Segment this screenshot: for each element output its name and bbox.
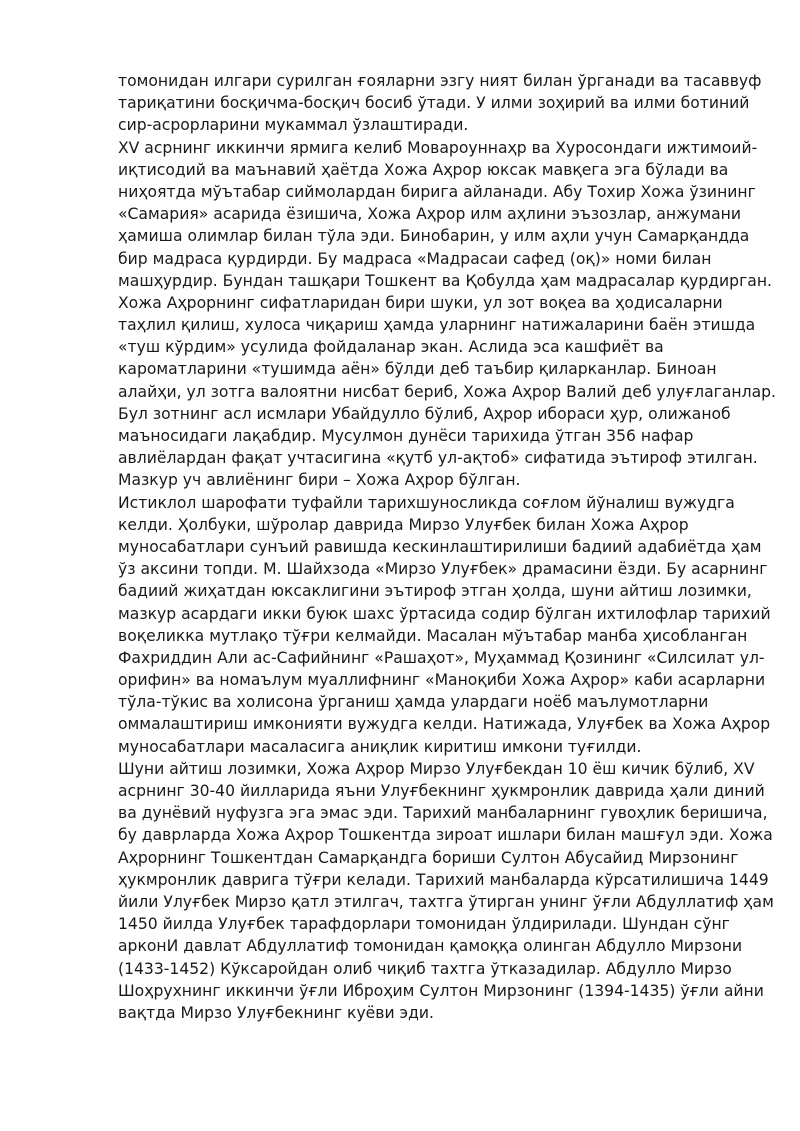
text-line: Шуни айтиш лозимки, Хожа Аҳрор Мирзо Улуғбекдан 10 ёш кичик бўлиб, XV bbox=[118, 759, 755, 778]
text-line: мазкур асардаги икки буюк шахс ўртасида содир бўлган ихтилофлар тарихий bbox=[118, 604, 771, 623]
text-line: Мазкур уч авлиёнинг бири – Хожа Аҳрор бўлган. bbox=[118, 471, 521, 490]
text-line: иқтисодий ва маънавий ҳаётда Хожа Аҳрор юксак мавқега эга бўлади ва bbox=[118, 160, 729, 179]
text-line: воқеликка мутлақо тўғри келмайди. Масалан мўътабар манба ҳисобланган bbox=[118, 626, 748, 645]
text-line: Шоҳрухнинг иккинчи ўғли Иброҳим Султон Мирзонинг (1394-1435) ўғли айни bbox=[118, 981, 764, 1000]
text-line: ҳамиша олимлар билан тўла эди. Бинобарин, у илм аҳли учун Самарқандда bbox=[118, 227, 750, 246]
text-line: 1450 йилда Улуғбек тарафдорлари томонидан ўлдирилади. Шундан сўнг bbox=[118, 915, 730, 934]
text-line: таҳлил қилиш, хулоса чиқариш ҳамда уларнинг натижаларини баён этишда bbox=[118, 316, 756, 335]
text-line: Бул зотнинг асл исмлари Убайдулло бўлиб, Аҳрор ибораси ҳур, олижаноб bbox=[118, 404, 731, 423]
text-line: сир-асрорларини мукаммал ўзлаштиради. bbox=[118, 116, 469, 135]
paragraph bbox=[118, 758, 774, 1024]
text-line: ниҳоятда мўътабар сиймолардан бирига айланади. Абу Тохир Хожа ўзининг bbox=[118, 182, 756, 201]
text-line: арконИ давлат Абдуллатиф томонидан қамоққа олинган Абдулло Мирзони bbox=[118, 937, 743, 956]
paragraph bbox=[118, 137, 776, 492]
text-line: бир мадраса қурдирди. Бу мадраса «Мадрасаи сафед (оқ)» номи билан bbox=[118, 249, 712, 268]
text-line: машҳурдир. Бундан ташқари Тошкент ва Қобулда ҳам мадрасалар қурдирган. bbox=[118, 271, 772, 290]
text-line: ҳукмронлик даврига тўғри келади. Тарихий манбаларда кўрсатилишича 1449 bbox=[118, 870, 769, 889]
text-line: тўла-тўкис ва холисона ўрганиш ҳамда улардаги ноёб маълумотларни bbox=[118, 693, 709, 712]
text-line: «Самария» асарида ёзишича, Хожа Аҳрор илм аҳлини эъзозлар, анжумани bbox=[118, 205, 742, 224]
text-line: алайҳи, ул зотга валоятни нисбат бериб, Хожа Аҳрор Валий деб улуғлаганлар. bbox=[118, 382, 776, 401]
text-line: муносабатлари масаласига аниқлик киритиш имкони туғилди. bbox=[118, 737, 642, 756]
document-page bbox=[118, 70, 776, 1024]
text-line: келди. Ҳолбуки, шўролар даврида Мирзо Улуғбек билан Хожа Аҳрор bbox=[118, 515, 689, 534]
text-line: тариқатини босқичма-босқич босиб ўтади. У илми зоҳирий ва илми ботиний bbox=[118, 94, 750, 113]
paragraph bbox=[118, 70, 762, 137]
text-line: маъносидаги лақабдир. Мусулмон дунёси тарихида ўтган 356 нафар bbox=[118, 427, 694, 445]
paragraph bbox=[118, 492, 771, 758]
text-line: йили Улуғбек Мирзо қатл этилгач, тахтга ўтирган унинг ўғли Абдуллатиф ҳам bbox=[118, 892, 774, 911]
text-line: ўз аксини топди. М. Шайхзода «Мирзо Улуғбек» драмасини ёзди. Бу асарнинг bbox=[118, 560, 768, 579]
text-line: кароматларини «тушимда аён» бўлди деб таъбир қиларканлар. Биноан bbox=[118, 360, 717, 379]
text-line: орифин» ва номаълум муаллифнинг «Маноқиби Хожа Аҳрор» каби асарларни bbox=[118, 671, 766, 690]
text-line: ва дунёвий нуфузга эга эмас эди. Тарихий манбаларнинг гувоҳлик беришича, bbox=[118, 804, 768, 823]
text-line: вақтда Мирзо Улуғбекнинг куёви эди. bbox=[118, 1003, 434, 1022]
text-line: оммалаштириш имконияти вужудга келди. Натижада, Улуғбек ва Хожа Аҳрор bbox=[118, 715, 771, 734]
text-line: Фахриддин Али ас-Сафийнинг «Рашаҳот», Муҳаммад Қозининг «Силсилат ул- bbox=[118, 648, 765, 667]
text-line: авлиёлардан фақат учтасигина «қутб ул-ақтоб» сифатида эътироф этилган. bbox=[118, 449, 758, 468]
text-line: «туш кўрдим» усулида фойдаланар экан. Аслида эса кашфиёт ва bbox=[118, 338, 664, 357]
text-line: Истиклол шарофати туфайли тарихшуносликда соғлом йўналиш вужудга bbox=[118, 493, 735, 512]
text-line: бу даврларда Хожа Аҳрор Тошкентда зироат ишлари билан машғул эди. Хожа bbox=[118, 826, 773, 845]
text-line: муносабатлари сунъий равишда кескинлаштирилиши бадиий адабиётда ҳам bbox=[118, 537, 762, 556]
text-line: асрнинг 30-40 йилларида яъни Улуғбекнинг ҳукмронлик даврида ҳали диний bbox=[118, 782, 765, 800]
text-line: (1433-1452) Кўксаройдан олиб чиқиб тахтга ўтказадилар. Абдулло Мирзо bbox=[118, 959, 732, 978]
text-line: XV асрнинг иккинчи ярмига келиб Мовароуннаҳр ва Хуросондаги ижтимоий- bbox=[118, 138, 758, 157]
text-line: Аҳрорнинг Тошкентдан Самарқандга бориши Султон Абусайид Мирзонинг bbox=[118, 848, 739, 867]
text-line: томонидан илгари сурилган ғояларни эзгу ният билан ўрганади ва тасаввуф bbox=[118, 72, 762, 90]
text-line: Хожа Аҳрорнинг сифатларидан бири шуки, ул зот воқеа ва ҳодисаларни bbox=[118, 293, 723, 312]
text-line: бадиий жиҳатдан юксаклигини эътироф этган ҳолда, шуни айтиш лозимки, bbox=[118, 582, 752, 601]
